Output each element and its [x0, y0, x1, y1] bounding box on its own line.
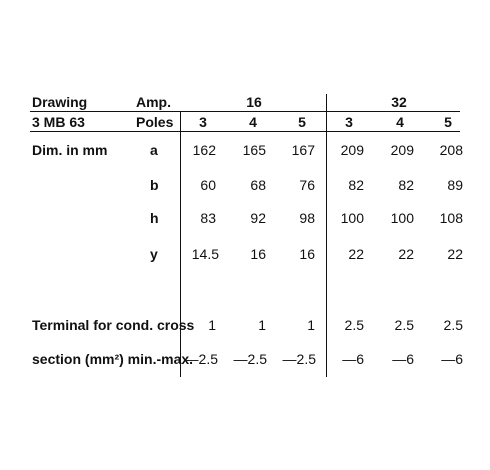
dim-label: Dim. in mm	[32, 142, 108, 158]
amp-group-16: 16	[246, 94, 262, 110]
poles-value: 3	[345, 114, 353, 130]
cell: 22	[348, 246, 364, 262]
row-key: y	[150, 246, 158, 262]
terminal-min-cell: 2.5	[394, 317, 414, 333]
terminal-min-cell: 2.5	[443, 317, 463, 333]
cell: 209	[340, 142, 364, 158]
terminal-max-cell: —2.5	[184, 351, 218, 367]
cell: 98	[299, 210, 315, 226]
cell: 76	[299, 177, 315, 193]
poles-value: 4	[249, 114, 257, 130]
poles-value: 5	[444, 114, 452, 130]
cell: 89	[447, 177, 463, 193]
poles-value: 3	[199, 114, 207, 130]
terminal-min-cell: 1	[208, 317, 216, 333]
terminal-label-line1: Terminal for cond. cross	[32, 317, 195, 333]
header-bottom-rule	[30, 131, 460, 132]
terminal-min-cell: 1	[307, 317, 315, 333]
terminal-label-line2: section (mm²) min.-max.	[32, 351, 194, 367]
cell: 60	[200, 177, 216, 193]
cell: 92	[250, 210, 266, 226]
cell: 68	[250, 177, 266, 193]
cell: 208	[439, 142, 463, 158]
drawing-label: Drawing	[32, 94, 88, 110]
terminal-max-cell: —6	[441, 351, 463, 367]
cell: 83	[200, 210, 216, 226]
cell: 108	[439, 210, 463, 226]
cell: 22	[447, 246, 463, 262]
poles-value: 4	[396, 114, 404, 130]
cell: 162	[192, 142, 216, 158]
column-rule-left	[180, 112, 181, 377]
cell: 100	[390, 210, 414, 226]
terminal-max-cell: —6	[392, 351, 414, 367]
drawing-code: 3 MB 63	[32, 114, 85, 130]
amp-label: Amp.	[136, 94, 171, 110]
cell: 16	[250, 246, 266, 262]
terminal-max-cell: —2.5	[233, 351, 267, 367]
cell: 14.5	[191, 246, 219, 262]
terminal-max-cell: —2.5	[282, 351, 316, 367]
cell: 16	[299, 246, 315, 262]
row-key: b	[150, 177, 159, 193]
amp-group-32: 32	[391, 94, 407, 110]
terminal-min-cell: 2.5	[344, 317, 364, 333]
row-key: a	[150, 142, 158, 158]
cell: 22	[398, 246, 414, 262]
cell: 82	[348, 177, 364, 193]
cell: 82	[398, 177, 414, 193]
cell: 165	[242, 142, 266, 158]
cell: 167	[291, 142, 315, 158]
terminal-min-cell: 1	[258, 317, 266, 333]
poles-label: Poles	[136, 114, 174, 130]
cell: 100	[340, 210, 364, 226]
row-key: h	[150, 210, 159, 226]
column-rule-middle	[326, 94, 327, 377]
poles-value: 5	[298, 114, 306, 130]
cell: 209	[390, 142, 414, 158]
header-divider	[30, 111, 460, 112]
terminal-max-cell: —6	[342, 351, 364, 367]
